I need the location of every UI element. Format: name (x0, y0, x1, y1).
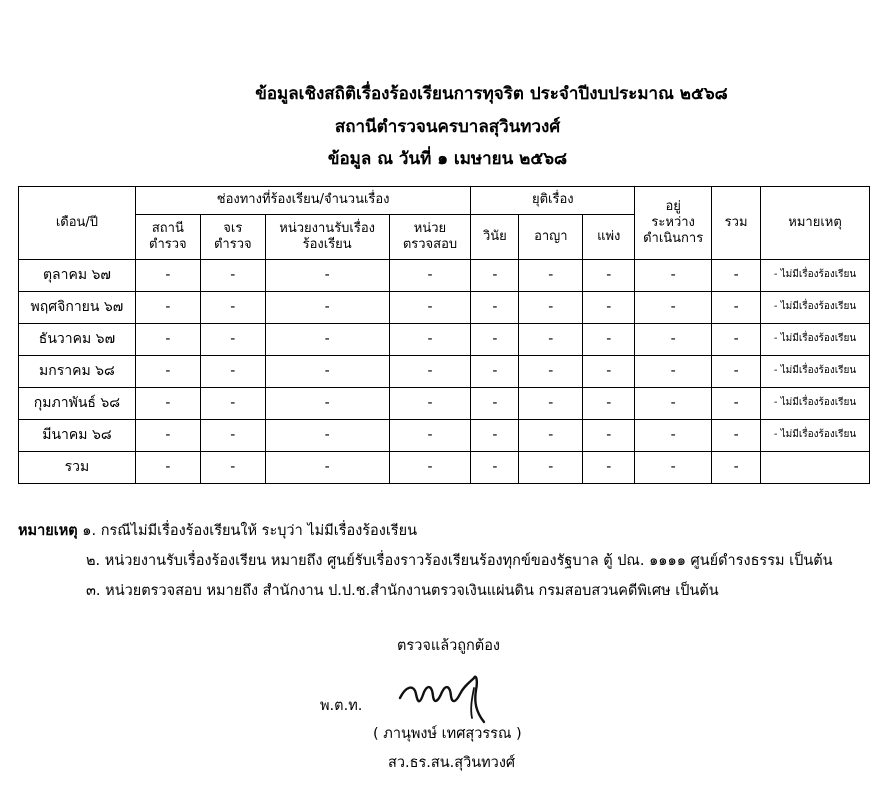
cell-value: - (471, 420, 519, 452)
cell-value: - (265, 260, 389, 292)
row-month: ตุลาคม ๖๗ (19, 260, 136, 292)
signer-rank: พ.ต.ท. (320, 698, 363, 714)
cell-value: - (583, 420, 635, 452)
cell-value: - (265, 292, 389, 324)
cell-value: - (135, 260, 200, 292)
sub-civil-header: แพ่ง (583, 215, 635, 260)
signer-name: ( ภานุพงษ์ เทศสุวรรณ ) (373, 726, 522, 742)
cell-value: - (519, 420, 583, 452)
cell-value: - (389, 292, 471, 324)
row-month: กุมภาพันธ์ ๖๘ (19, 388, 136, 420)
closed-group-header: ยุติเรื่อง (471, 187, 635, 215)
row-remark: - ไม่มีเรื่องร้องเรียน (761, 260, 870, 292)
total-label: รวม (19, 452, 136, 484)
signer-title: สว.ธร.สน.สุวินทวงศ์ (388, 755, 516, 771)
note-item-1 (18, 516, 833, 546)
sub-station-header: สถานี ตำรวจ (135, 215, 200, 260)
note-item-3: ๓. หน่วยตรวจสอบ หมายถึง สำนักงาน ป.ป.ช.สำนักงานตรวจเงินแผ่นดิน กรมสอบสวนคดีพิเศษ เป็นต้น (86, 583, 719, 599)
table-row (19, 388, 870, 420)
cell-value: - (712, 420, 761, 452)
cell-value: - (389, 260, 471, 292)
cell-value: - (712, 356, 761, 388)
cell-value: - (583, 260, 635, 292)
cell-value: - (712, 452, 761, 484)
cell-value: - (200, 420, 265, 452)
notes-label: หมายเหตุ (18, 523, 78, 539)
cell-value: - (519, 452, 583, 484)
cell-value: - (135, 324, 200, 356)
table-row (19, 260, 870, 292)
cell-value: - (135, 420, 200, 452)
complaint-stats-table (18, 186, 870, 484)
cell-value: - (389, 324, 471, 356)
cell-value: - (265, 356, 389, 388)
cell-value: - (200, 388, 265, 420)
verified-text: ตรวจแล้วถูกต้อง (397, 638, 500, 654)
cell-value: - (265, 388, 389, 420)
cell-value: - (389, 388, 471, 420)
channels-group-header: ช่องทางที่ร้องเรียน/จำนวนเรื่อง (135, 187, 471, 215)
station-name: สถานีตำรวจนครบาลสุวินทวงศ์ (334, 117, 561, 137)
table-row (19, 420, 870, 452)
note-text-1: ๑. กรณีไม่มีเรื่องร้องเรียนให้ ระบุว่า ไม่มีเรื่องร้องเรียน (82, 523, 418, 539)
cell-value: - (200, 292, 265, 324)
row-remark: - ไม่มีเรื่องร้องเรียน (761, 388, 870, 420)
table-row (19, 292, 870, 324)
cell-value: - (135, 388, 200, 420)
sub-audit-header: หน่วย ตรวจสอบ (389, 215, 471, 260)
cell-value: - (265, 420, 389, 452)
cell-value: - (389, 420, 471, 452)
cell-value: - (200, 324, 265, 356)
row-remark: - ไม่มีเรื่องร้องเรียน (761, 324, 870, 356)
cell-value: - (135, 452, 200, 484)
cell-value: - (583, 292, 635, 324)
cell-value: - (471, 260, 519, 292)
cell-value: - (519, 292, 583, 324)
cell-value: - (519, 260, 583, 292)
cell-value: - (583, 452, 635, 484)
cell-value: - (200, 452, 265, 484)
cell-value: - (265, 324, 389, 356)
col-remark-header: หมายเหตุ (761, 187, 870, 260)
row-month: ธันวาคม ๖๗ (19, 324, 136, 356)
row-remark: - ไม่มีเรื่องร้องเรียน (761, 420, 870, 452)
sub-patrol-header: จเร ตำรวจ (200, 215, 265, 260)
cell-value: - (635, 420, 712, 452)
handwritten-signature (392, 664, 492, 726)
cell-value: - (471, 324, 519, 356)
cell-value: - (519, 388, 583, 420)
cell-value: - (583, 324, 635, 356)
cell-value: - (519, 324, 583, 356)
notes-section (18, 516, 833, 606)
cell-value: - (389, 452, 471, 484)
cell-value: - (635, 356, 712, 388)
col-in-progress-header: อยู่ ระหว่าง ดำเนินการ (635, 187, 712, 260)
cell-value: - (200, 356, 265, 388)
cell-value: - (712, 260, 761, 292)
row-month: มกราคม ๖๘ (19, 356, 136, 388)
row-remark: - ไม่มีเรื่องร้องเรียน (761, 292, 870, 324)
table-row (19, 356, 870, 388)
cell-value: - (635, 324, 712, 356)
report-title: ข้อมูลเชิงสถิติเรื่องร้องเรียนการทุจริต ประจำปีงบประมาณ ๒๕๖๘ (255, 84, 728, 104)
col-total-header: รวม (712, 187, 761, 260)
cell-value: - (583, 356, 635, 388)
table-row (19, 324, 870, 356)
row-month: พฤศจิกายน ๖๗ (19, 292, 136, 324)
cell-value: - (712, 388, 761, 420)
cell-value: - (712, 292, 761, 324)
cell-value: - (135, 292, 200, 324)
total-row (19, 452, 870, 484)
cell-value: - (712, 324, 761, 356)
total-remark-cell (761, 452, 870, 484)
sub-agency-header: หน่วยงานรับเรื่อง ร้องเรียน (265, 215, 389, 260)
sub-criminal-header: อาญา (519, 215, 583, 260)
cell-value: - (635, 260, 712, 292)
cell-value: - (471, 356, 519, 388)
data-date: ข้อมูล ณ วันที่ ๑ เมษายน ๒๕๖๘ (327, 149, 568, 169)
row-month: มีนาคม ๖๘ (19, 420, 136, 452)
cell-value: - (471, 388, 519, 420)
cell-value: - (471, 292, 519, 324)
cell-value: - (519, 356, 583, 388)
note-item-2: ๒. หน่วยงานรับเรื่องร้องเรียน หมายถึง ศูนย์รับเรื่องราวร้องเรียนร้องทุกข์ของรัฐบาล ตู้ ปณ. ๑๑๑๑ ศูนย์ดำรงธรรม เป็นต้น (86, 553, 833, 569)
cell-value: - (135, 356, 200, 388)
cell-value: - (389, 356, 471, 388)
cell-value: - (200, 260, 265, 292)
cell-value: - (635, 388, 712, 420)
col-month-header: เดือน/ปี (19, 187, 136, 260)
cell-value: - (635, 292, 712, 324)
cell-value: - (635, 452, 712, 484)
sub-discipline-header: วินัย (471, 215, 519, 260)
cell-value: - (265, 452, 389, 484)
row-remark: - ไม่มีเรื่องร้องเรียน (761, 356, 870, 388)
cell-value: - (471, 452, 519, 484)
cell-value: - (583, 388, 635, 420)
